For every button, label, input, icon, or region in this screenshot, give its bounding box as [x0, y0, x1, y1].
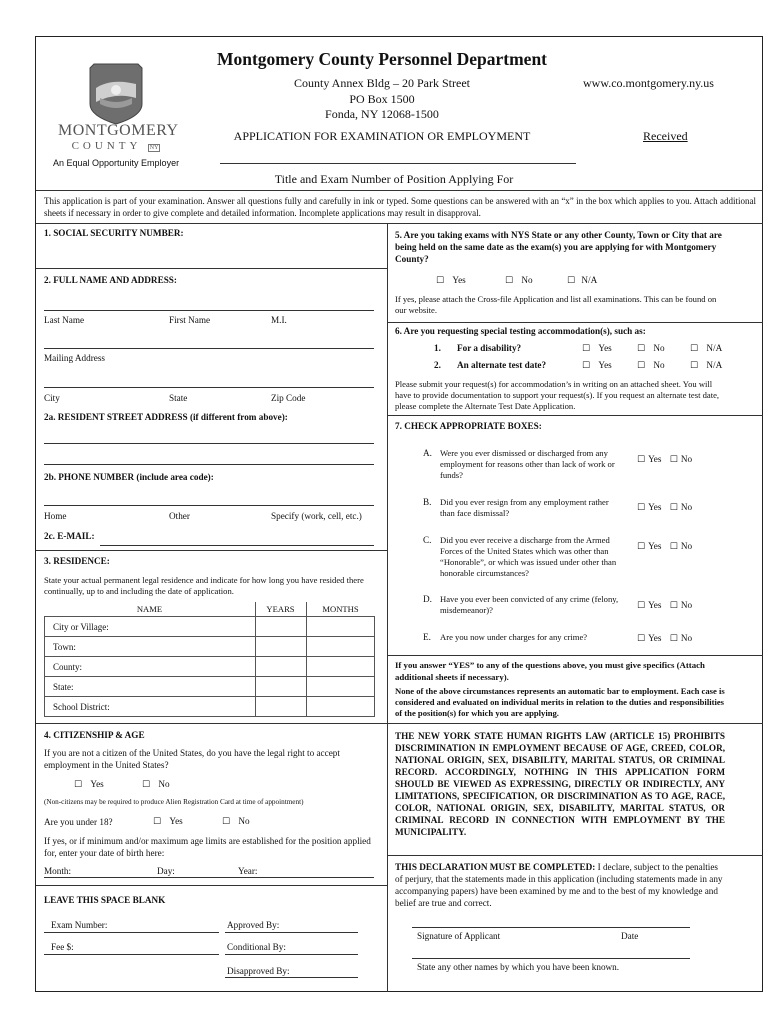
q5-divider [387, 322, 763, 323]
q6-label: 6. Are you requesting special testing accommodation(s), such as: [395, 326, 646, 336]
q7-bar-note: None of the above circumstances represents an automatic bar to employment. Each case is considered and evaluated on individual merits in relation to the duties and responsibilities of the position(s) for which you are applying. [395, 686, 725, 718]
citizenship-no-option[interactable] [142, 779, 170, 790]
mi-label: M.I. [271, 315, 287, 325]
residence-text: State your actual permanent legal residence and indicate for how long you have resided there continually, up to and including the date of application. [44, 575, 364, 596]
q6-2-na-option[interactable] [690, 360, 722, 371]
under-18-question: Are you under 18? [44, 817, 113, 827]
dob-month-label: Month: [44, 866, 72, 876]
q7-item-b [423, 497, 723, 518]
q6-2-yes-option[interactable] [582, 360, 612, 371]
citizenship-label: 4. CITIZENSHIP & AGE [44, 730, 145, 740]
other-names-label: State any other names by which you have been known. [417, 962, 620, 972]
checkbox-icon[interactable]: ☐ [142, 780, 151, 790]
table-row[interactable] [45, 657, 375, 677]
dob-year-label: Year: [238, 866, 258, 876]
cell-years[interactable] [255, 617, 306, 637]
option-label: No [238, 816, 250, 826]
q7-e-yes-no[interactable] [637, 633, 692, 644]
q7-text: Did you ever resign from any employment rather than face dismissal? [440, 497, 609, 518]
col-name: NAME [45, 602, 256, 617]
dob-input-line[interactable] [44, 877, 374, 878]
state-label: State [169, 393, 188, 403]
checkbox-icon[interactable]: ☐ [690, 361, 699, 371]
intro-text: This application is part of your examination. Answer all questions fully and carefully in ink or typed. Some questions can be answered with an “x” in the box which applies to you. Attach additional sheets if necessary in order to give complete and detailed information. Incomplete applications may result in disapproval. [44, 196, 756, 218]
cell-months[interactable] [306, 677, 375, 697]
signature-line[interactable] [412, 927, 690, 928]
checkbox-icon[interactable]: ☐ [222, 817, 231, 827]
q7-letter: B. [423, 497, 432, 507]
q7-a-yes-no[interactable] [637, 454, 692, 465]
disapproved-by-line [225, 977, 358, 978]
option-label: Yes [452, 275, 466, 285]
q6-divider [387, 415, 763, 416]
q6-1-yes-option[interactable] [582, 343, 612, 354]
fee-label: Fee $: [51, 942, 74, 952]
phone-specify-label: Specify (work, cell, etc.) [271, 511, 362, 521]
option-label: No [680, 633, 693, 643]
option-label: No [680, 502, 693, 512]
intro-divider [36, 223, 763, 224]
q7-text: Have you ever been convicted of any crime (felony, misdemeanor)? [440, 594, 619, 615]
q7-label: 7. CHECK APPROPRIATE BOXES: [395, 421, 542, 431]
checkbox-icon[interactable]: ☐ [582, 361, 591, 371]
dob-day-label: Day: [157, 866, 175, 876]
address-line-1: County Annex Bldg – 20 Park Street [294, 76, 470, 90]
name-input-line[interactable] [44, 310, 374, 311]
last-name-label: Last Name [44, 315, 85, 325]
other-names-line[interactable] [412, 958, 690, 959]
q7-text: Did you ever receive a discharge from the Armed Forces of the United States which was other than “Honorable”, or which was issued under other than honorable circumstances? [440, 535, 617, 578]
row-county: County: [45, 657, 256, 677]
phone-label: 2b. PHONE NUMBER (include area code): [44, 472, 214, 482]
option-label: Yes [648, 600, 662, 610]
checkbox-icon[interactable]: ☐ [637, 361, 646, 371]
mailing-input-line[interactable] [44, 348, 374, 349]
table-row[interactable] [45, 617, 375, 637]
checkbox-icon[interactable]: ☐ [669, 503, 678, 513]
declaration-body: I declare, subject to the penalties of perjury, that the statements made in this application (including statements made in any accompanying papers) have been examined by me and to the best of my knowledge and belief are true and correct. [395, 862, 723, 908]
option-label: Yes [169, 816, 183, 826]
cell-months[interactable] [306, 637, 375, 657]
q6-item-num: 1. [434, 343, 441, 353]
mailing-address-label: Mailing Address [44, 353, 105, 363]
q5-na-option[interactable] [567, 275, 597, 286]
city-label: City [44, 393, 60, 403]
q5-no-option[interactable] [505, 275, 533, 286]
option-label: N/A [706, 360, 723, 370]
cell-months[interactable] [306, 657, 375, 677]
exam-number-line [44, 932, 219, 933]
alien-registration-note: (Non-citizens may be required to produce Alien Registration Card at time of appointment) [44, 798, 304, 806]
logo-ny-tag: NY [149, 145, 159, 151]
logo-text-county [66, 140, 166, 152]
q6-item-num: 2. [434, 360, 441, 370]
table-row[interactable] [45, 677, 375, 697]
county-logo [58, 58, 179, 158]
checkbox-icon[interactable]: ☐ [637, 455, 646, 465]
option-label: No [653, 343, 665, 353]
q6-item-text: For a disability? [457, 343, 522, 353]
declaration-text [395, 861, 725, 909]
q5-note: If yes, please attach the Cross-file Application and list all examinations. This can be found on our website. [395, 294, 717, 315]
declaration-bold: THIS DECLARATION MUST BE COMPLETED: [395, 862, 596, 872]
fee-line [44, 954, 219, 955]
conditional-by-line [225, 954, 358, 955]
q7-text: Were you ever dismissed or discharged from any employment for reasons other than lack of work or funds? [440, 448, 615, 480]
website-link[interactable]: www.co.montgomery.ny.us [583, 76, 714, 90]
option-label: Yes [648, 541, 662, 551]
date-label: Date [621, 931, 639, 941]
option-label: N/A [706, 343, 723, 353]
citizenship-text: If you are not a citizen of the United States, do you have the legal right to accept employment in the United States? [44, 748, 340, 770]
cell-years[interactable] [255, 677, 306, 697]
q7-d-yes-no[interactable] [637, 600, 692, 611]
checkbox-icon[interactable]: ☐ [637, 344, 646, 354]
citizenship-yes-option[interactable] [74, 779, 104, 790]
option-label: No [680, 454, 693, 464]
county-seal-icon [66, 58, 166, 128]
q7-item-d [423, 594, 723, 615]
eeo-statement: An Equal Opportunity Employer [53, 158, 180, 168]
resident-address-label: 2a. RESIDENT STREET ADDRESS (if different from above): [44, 412, 288, 422]
residence-table [44, 602, 375, 717]
option-label: No [653, 360, 665, 370]
email-label: 2c. E-MAIL: [44, 531, 95, 541]
dob-divider [36, 885, 387, 886]
exam-number-label: Exam Number: [51, 920, 108, 930]
checkbox-icon[interactable]: ☐ [669, 634, 678, 644]
col-years: YEARS [255, 602, 306, 617]
residence-divider [36, 723, 387, 724]
residence-label: 3. RESIDENCE: [44, 556, 110, 566]
checkbox-icon[interactable]: ☐ [669, 542, 678, 552]
q7-items-divider [387, 655, 763, 656]
q5-label: 5. Are you taking exams with NYS State or any other County, Town or City that are being held on the same date as the exam(s) you are applying for with Montgomery County? [395, 230, 722, 264]
checkbox-icon[interactable]: ☐ [637, 634, 646, 644]
cell-years[interactable] [255, 637, 306, 657]
disapproved-by-label: Disapproved By: [227, 966, 290, 976]
q7-letter: D. [423, 594, 432, 604]
option-label: Yes [90, 779, 104, 789]
human-rights-text: THE NEW YORK STATE HUMAN RIGHTS LAW (ARTICLE 15) PROHIBITS DISCRIMINATION IN EMPLOYMENT BECAUSE OF AGE, CREED, COLOR, NATIONAL ORIGIN, SEX, DISABILITY, MARITAL STATUS, OR CRIMINAL RECORD. ACCORDINGLY, NOTHING IN THIS APPLICATION FORM SHOULD BE VIEWED AS EXPRESSING, DIRECTLY OR INDIRECTLY, ANY LIMITATIONS, SPECIFICATION, OR DISCRIMINATION AS TO AGE, RACE, COLOR, NATIONAL ORIGIN, SEX, DISABILITY, MARITAL STATUS, OR CRIMINAL RECORD IN CONNECTION WITH EMPLOYMENT BY THE MUNICIPALITY. [395, 731, 725, 837]
full-name-label: 2. FULL NAME AND ADDRESS: [44, 275, 177, 285]
row-state: State: [45, 677, 256, 697]
q5-yes-option[interactable] [436, 275, 466, 286]
phone-other-label: Other [169, 511, 190, 521]
address-line-3: Fonda, NY 12068-1500 [325, 107, 439, 121]
checkbox-icon[interactable]: ☐ [74, 780, 83, 790]
approved-by-line [225, 932, 358, 933]
cell-months[interactable] [306, 617, 375, 637]
checkbox-icon[interactable]: ☐ [669, 455, 678, 465]
under18-no-option[interactable] [222, 816, 250, 827]
q6-item-2 [434, 360, 744, 370]
checkbox-icon[interactable]: ☐ [637, 542, 646, 552]
q7-letter: E. [423, 632, 431, 642]
option-label: Yes [598, 343, 612, 353]
option-label: No [680, 600, 693, 610]
option-label: Yes [648, 502, 662, 512]
checkbox-icon[interactable]: ☐ [505, 276, 514, 286]
col-months: MONTHS [306, 602, 375, 617]
zip-label: Zip Code [271, 393, 306, 403]
q6-2-no-option[interactable] [637, 360, 665, 371]
ssn-label: 1. SOCIAL SECURITY NUMBER: [44, 228, 184, 238]
q6-1-na-option[interactable] [690, 343, 722, 354]
q7-b-yes-no[interactable] [637, 502, 692, 513]
address-line-2: PO Box 1500 [349, 92, 415, 106]
checkbox-icon[interactable]: ☐ [669, 601, 678, 611]
q7-text: Are you now under charges for any crime? [440, 632, 588, 642]
checkbox-icon[interactable]: ☐ [690, 344, 699, 354]
ssn-divider [36, 268, 387, 269]
first-name-label: First Name [169, 315, 211, 325]
city-input-line[interactable] [44, 387, 374, 388]
table-row[interactable] [45, 697, 375, 717]
row-town: Town: [45, 637, 256, 657]
resident-input-line-1[interactable] [44, 443, 374, 444]
option-label: Yes [648, 633, 662, 643]
option-label: No [158, 779, 170, 789]
rights-divider [387, 855, 763, 856]
column-divider [387, 223, 388, 992]
approved-by-label: Approved By: [227, 920, 280, 930]
position-field-label: Title and Exam Number of Position Applying For [274, 172, 514, 186]
signature-label: Signature of Applicant [417, 931, 501, 941]
q7-item-c [423, 535, 723, 578]
conditional-by-label: Conditional By: [227, 942, 286, 952]
email-input-line[interactable] [100, 545, 374, 546]
position-field-line[interactable] [220, 163, 576, 164]
age-limit-text: If yes, or if minimum and/or maximum age limits are established for the position applied for, enter your date of birth here: [44, 836, 371, 858]
cell-years[interactable] [255, 657, 306, 677]
q6-item-text: An alternate test date? [457, 360, 547, 370]
email-divider [36, 550, 387, 551]
option-label: N/A [581, 275, 598, 285]
option-label: No [521, 275, 533, 285]
q7-item-e [423, 632, 723, 642]
org-title: Montgomery County Personnel Department [216, 49, 547, 69]
row-school-district: School District: [45, 697, 256, 717]
row-city-village: City or Village: [45, 617, 256, 637]
q7-letter: A. [423, 448, 432, 458]
q6-item-1 [434, 343, 744, 353]
phone-home-label: Home [44, 511, 67, 521]
q7-yes-note: If you answer “YES” to any of the questions above, you must give specifics (Attach additional sheets if necessary). [395, 660, 705, 682]
q7-letter: C. [423, 535, 432, 545]
received-stamp-label: Received [643, 129, 688, 143]
cell-months[interactable] [306, 697, 375, 717]
resident-input-line-2[interactable] [44, 464, 374, 465]
q6-1-no-option[interactable] [637, 343, 665, 354]
checkbox-icon[interactable]: ☐ [582, 344, 591, 354]
logo-text-montgomery: MONTGOMERY [58, 122, 179, 139]
checkbox-icon[interactable]: ☐ [436, 276, 445, 286]
residence-header-row [45, 602, 375, 617]
option-label: No [680, 541, 693, 551]
phone-input-line[interactable] [44, 505, 374, 506]
checkbox-icon[interactable]: ☐ [637, 503, 646, 513]
leave-blank-label: LEAVE THIS SPACE BLANK [44, 895, 166, 905]
checkbox-icon[interactable]: ☐ [637, 601, 646, 611]
q7-c-yes-no[interactable] [637, 541, 692, 552]
table-row[interactable] [45, 637, 375, 657]
cell-years[interactable] [255, 697, 306, 717]
checkbox-icon[interactable]: ☐ [567, 276, 576, 286]
q7-divider [387, 723, 763, 724]
form-title: APPLICATION FOR EXAMINATION OR EMPLOYMENT [233, 129, 531, 143]
checkbox-icon[interactable]: ☐ [153, 817, 162, 827]
header-divider [36, 190, 763, 191]
option-label: Yes [598, 360, 612, 370]
option-label: Yes [648, 454, 662, 464]
q6-note: Please submit your request(s) for accommodation’s in writing on an attached sheet. You will have to provide documentation to support your request(s). If you request an alternate test date, please complete the Alternate Test Date Application. [395, 379, 720, 411]
q7-item-a [423, 448, 723, 480]
logo-county-word: COUNTY [71, 140, 141, 152]
under18-yes-option[interactable] [153, 816, 183, 827]
